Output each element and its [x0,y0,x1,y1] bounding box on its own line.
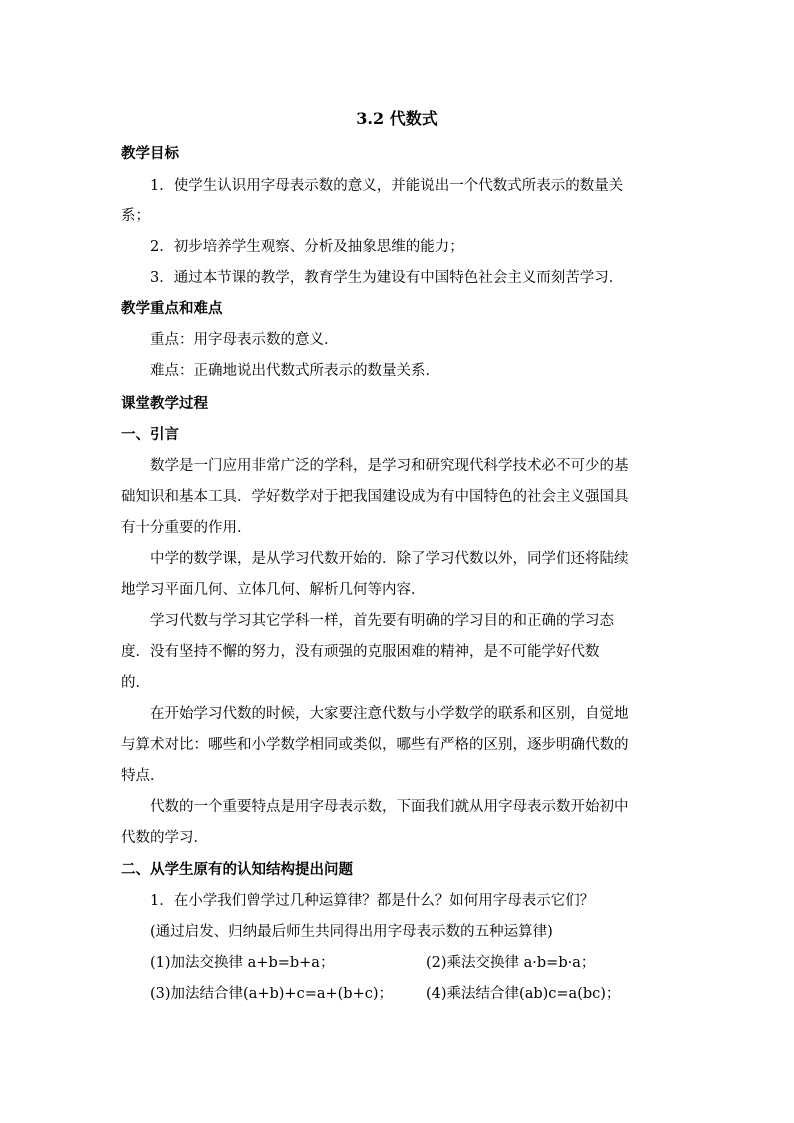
paragraph-line: 重点：用字母表示数的意义． [150,332,339,348]
paragraph-line: 特点． [121,768,165,784]
paragraph-line: 与算术对比：哪些和小学数学相同或类似，哪些有严格的区别，逐步明确代数的 [121,737,629,753]
section-heading-goals: 教学目标 [121,145,179,162]
paragraph-line: 在开始学习代数的时候，大家要注意代数与小学数学的联系和区别，自觉地 [150,706,629,722]
paragraph-line: 数学是一门应用非常广泛的学科，是学习和研究现代科学技术必不可少的基 [150,458,629,474]
paragraph-line: 度．没有坚持不懈的努力，没有顽强的克服困难的精神，是不可能学好代数 [121,644,600,660]
law-item: (3)加法结合律(a+b)+c=a+(b+c)； [150,986,394,1002]
paragraph-line: 3．通过本节课的教学，教育学生为建设有中国特色社会主义而刻苦学习． [150,270,624,286]
paragraph-line: 的． [121,675,150,691]
paragraph-line: 1．使学生认识用字母表示数的意义，并能说出一个代数式所表示的数量关 [150,178,624,194]
law-item: (2)乘法交换律 a·b=b·a； [426,955,596,971]
section-heading-process: 课堂教学过程 [121,395,208,412]
law-item: (4)乘法结合律(ab)c=a(bc)； [426,986,621,1002]
paragraph-line: 2．初步培养学生观察、分析及抽象思维的能力； [150,239,464,255]
paragraph-line: 代数的学习． [121,830,208,846]
paragraph-line: 学习代数与学习其它学科一样，首先要有明确的学习目的和正确的学习态 [150,613,614,629]
part-heading-1: 一、引言 [121,426,179,443]
paragraph-line: 有十分重要的作用． [121,520,252,536]
question-note: (通过启发、归纳最后师生共同得出用字母表示数的五种运算律) [150,924,553,940]
paragraph-line: 地学习平面几何、立体几何、解析几何等内容． [121,582,426,598]
paragraph-line: 础知识和基本工具．学好数学对于把我国建设成为有中国特色的社会主义强国具 [121,489,629,505]
question-line: 1．在小学我们曾学过几种运算律？都是什么？如何用字母表示它们？ [150,893,595,909]
law-item: (1)加法交换律 a+b=b+a； [150,955,335,971]
paragraph-line: 难点：正确地说出代数式所表示的数量关系． [150,363,440,379]
section-heading-key: 教学重点和难点 [121,300,223,317]
paragraph-line: 代数的一个重要特点是用字母表示数，下面我们就从用字母表示数开始初中 [150,799,629,815]
page-title: 3.2 代数式 [356,109,438,128]
part-heading-2: 二、从学生原有的认知结构提出问题 [121,861,353,878]
paragraph-line: 中学的数学课，是从学习代数开始的．除了学习代数以外，同学们还将陆续 [150,551,629,567]
paragraph-line: 系； [121,208,150,224]
